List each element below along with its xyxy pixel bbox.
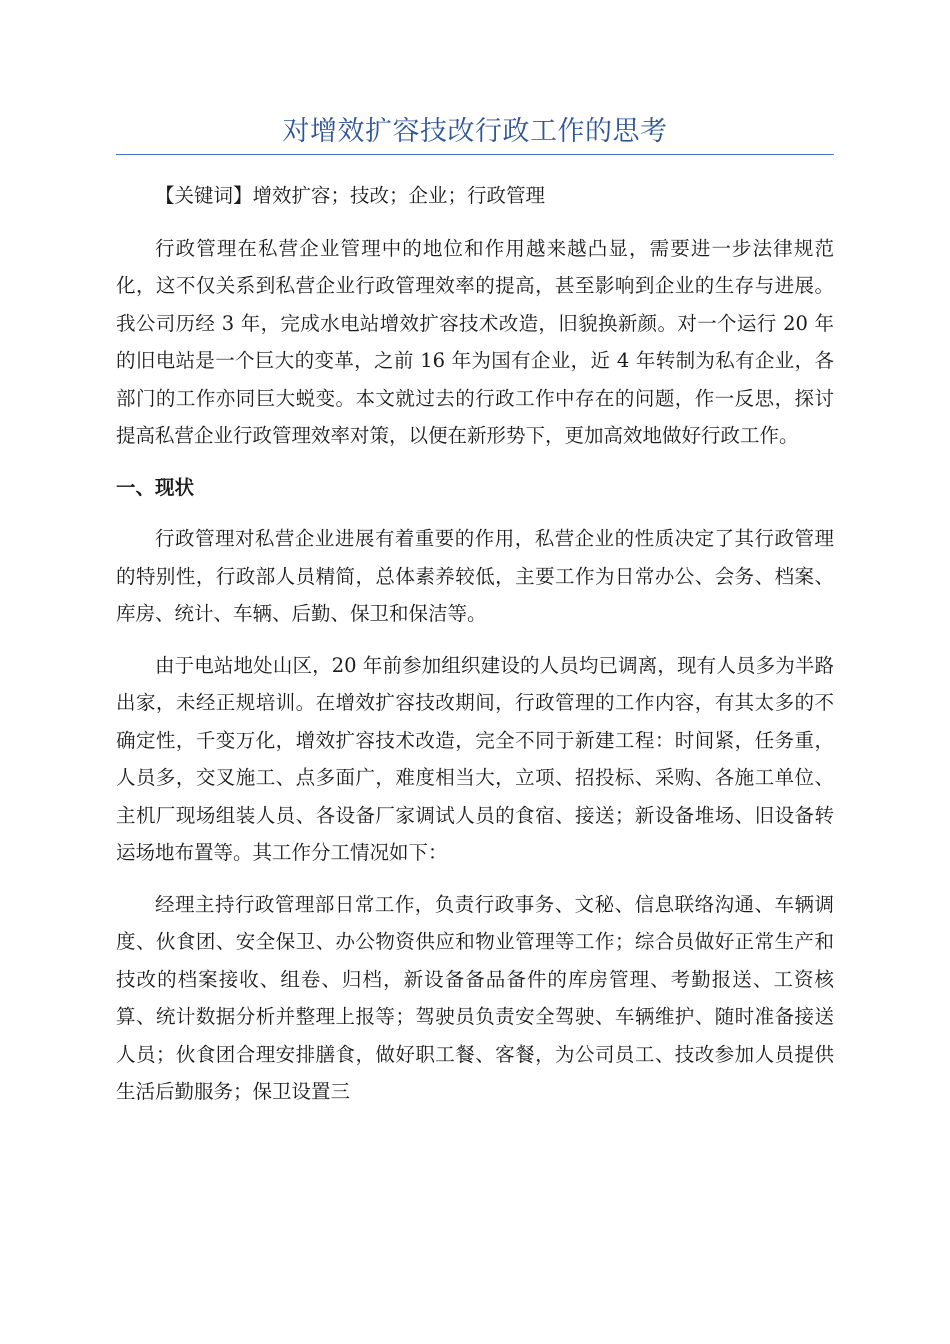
document-title: 对增效扩容技改行政工作的思考 <box>282 116 668 147</box>
keywords-line: 【关键词】增效扩容；技改；企业；行政管理 <box>155 184 546 207</box>
section1-paragraph-2: 由于电站地处山区，20 年前参加组织建设的人员均已调离，现有人员多为半路出家，未经正规培训。在增效扩容技改期间，行政管理的工作内容，有其太多的不确定性，千变万化，增效扩容技术改造，完全不同于新建工程：时间紧，任务重，人员多，交叉施工、点多面广，难度相当大，立项、招投标、采购、各施工单位、主机厂现场组装人员、各设备厂家调试人员的食宿、接送；新设备堆场、旧设备转运场地布置等。其工作分工情况如下： <box>116 653 834 864</box>
document-page <box>116 112 834 1111</box>
intro-paragraph: 行政管理在私营企业管理中的地位和作用越来越凸显，需要进一步法律规范化，这不仅关系到私营企业行政管理效率的提高，甚至影响到企业的生存与进展。我公司历经 3 年，完成水电站增效扩容技术改造，旧貌换新颜。对一个运行 20 年的旧电站是一个巨大的变革，之前 16 年为国有企业，近 4 年转制为私有企业，各部门的工作亦同巨大蜕变。本文就过去的行政工作中存在的问题，作一反思，探讨提高私营企业行政管理效率对策，以便在新形势下，更加高效地做好行政工作。 <box>116 236 834 447</box>
title-underline <box>116 154 834 155</box>
section1-paragraph-3: 经理主持行政管理部日常工作，负责行政事务、文秘、信息联络沟通、车辆调度、伙食团、安全保卫、办公物资供应和物业管理等工作；综合员做好正常生产和技改的档案接收、组卷、归档，新设备备品备件的库房管理、考勤报送、工资核算、统计数据分析并整理上报等；驾驶员负责安全驾驶、车辆维护、随时准备接送人员；伙食团合理安排膳食，做好职工餐、客餐，为公司员工、技改参加人员提供生活后勤服务；保卫设置三 <box>116 892 834 1103</box>
section-heading-status: 一、现状 <box>116 475 195 499</box>
section1-paragraph-1: 行政管理对私营企业进展有着重要的作用，私营企业的性质决定了其行政管理的特别性，行政部人员精简，总体素养较低，主要工作为日常办公、会务、档案、库房、统计、车辆、后勤、保卫和保洁等。 <box>116 527 834 625</box>
